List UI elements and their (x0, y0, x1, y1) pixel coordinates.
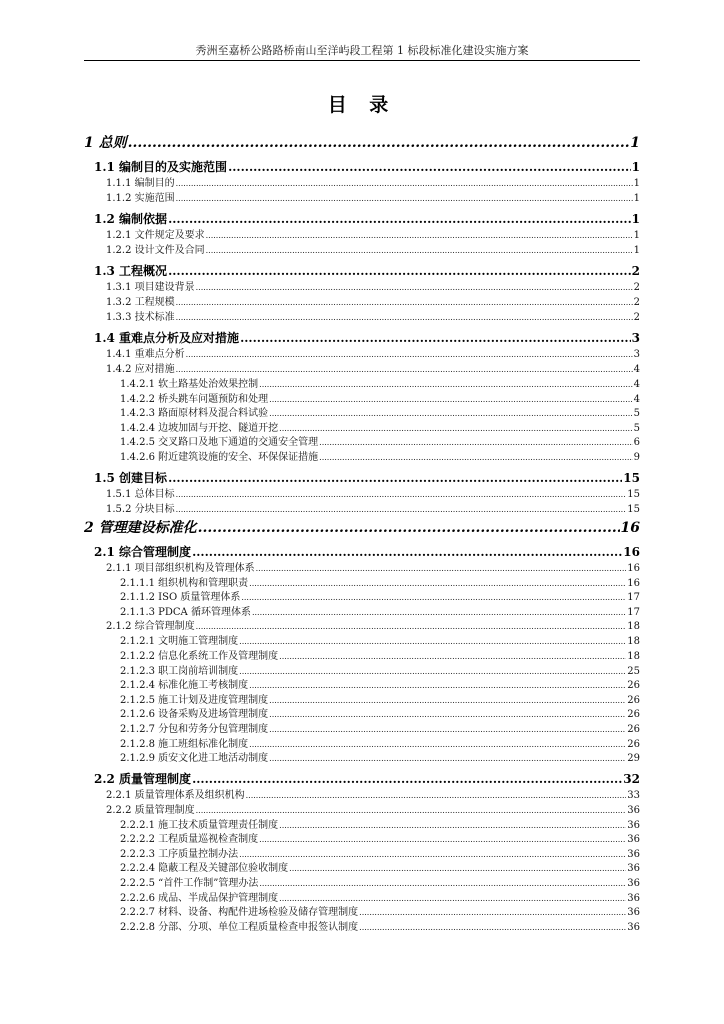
toc-entry-title: 1.5 创建目标 (94, 470, 168, 485)
toc-entry-level-3[interactable] (84, 360, 640, 375)
toc-entry-title: 2.1.2.3 职工岗前培训制度 (120, 665, 239, 677)
dot-leader (196, 283, 633, 292)
toc-entry-title: 2.2 质量管理制度 (94, 771, 192, 786)
dot-leader (176, 298, 633, 307)
dot-leader (256, 564, 627, 573)
toc-entry-level-4[interactable] (84, 720, 640, 735)
dot-leader (196, 622, 627, 631)
toc-entry-title: 1.3.3 技术标准 (106, 312, 175, 323)
toc-entry-page: 5 (633, 408, 640, 420)
toc-entry-title: 2.1.2 综合管理制度 (106, 621, 195, 633)
toc-entry-title: 1.4 重难点分析及应对措施 (94, 331, 240, 345)
dot-leader (128, 135, 630, 151)
dot-leader (319, 453, 632, 462)
toc-entry-level-4[interactable] (84, 588, 640, 603)
dot-leader (289, 864, 626, 873)
dot-leader (279, 424, 632, 433)
toc-entry-level-2[interactable] (84, 469, 640, 485)
toc-entry-page: 2 (633, 282, 640, 293)
toc-entry-page: 36 (627, 848, 640, 860)
toc-entry-page: 9 (633, 451, 640, 463)
toc-entry-page: 1 (630, 135, 640, 151)
toc-entry-level-3[interactable] (84, 278, 640, 293)
toc-entry-level-3[interactable] (84, 174, 640, 189)
toc-entry-title: 1.1.1 编制目的 (106, 178, 175, 189)
toc-entry-page: 4 (633, 379, 640, 390)
toc-entry-title: 1.2 编制依据 (94, 212, 168, 226)
toc-entry-level-4[interactable] (84, 735, 640, 750)
toc-entry-page: 36 (627, 892, 640, 904)
toc-title: 目 录 (327, 94, 397, 116)
toc-entry-title: 2.2.2.1 施工技术质量管理责任制度 (120, 819, 279, 831)
toc-entry-page: 17 (627, 606, 640, 618)
toc-entry-title: 1.4.2.5 交叉路口及地下通道的交通安全管理 (120, 437, 319, 449)
toc-entry-page: 2 (631, 264, 640, 278)
dot-leader (249, 579, 626, 588)
toc-entry-page: 36 (627, 819, 640, 831)
toc-entry-title: 1.4.2.3 路面原材料及混合料试验 (120, 408, 269, 420)
dot-leader (239, 850, 626, 859)
dot-leader (249, 740, 626, 749)
dot-leader (252, 608, 626, 617)
dot-leader (176, 490, 627, 499)
toc-entry-page: 1 (633, 178, 640, 189)
toc-entry-level-4[interactable] (84, 918, 640, 933)
toc-entry-title: 1.5.1 总体目标 (106, 488, 175, 500)
toc-entry-title: 2 管理建设标准化 (84, 519, 197, 536)
dot-leader (246, 791, 627, 800)
dot-leader (198, 520, 620, 536)
toc-entry-level-4[interactable] (84, 448, 640, 463)
toc-entry-page: 26 (627, 680, 640, 692)
toc-entry-page: 5 (633, 422, 640, 434)
toc-entry-page: 36 (627, 878, 640, 890)
dot-leader (239, 637, 626, 646)
toc-entry-page: 3 (631, 331, 640, 345)
toc-entry-title: 1.5.2 分块目标 (106, 503, 175, 515)
toc-entry-page: 18 (627, 621, 640, 633)
toc-entry-level-4[interactable] (84, 845, 640, 860)
dot-leader (192, 545, 622, 559)
toc-entry-title: 2.1.1.3 PDCA 循环管理体系 (120, 606, 251, 618)
dot-leader (206, 246, 633, 255)
toc-entry-level-4[interactable] (84, 676, 640, 691)
toc-entry-level-3[interactable] (84, 617, 640, 632)
toc-entry-level-4[interactable] (84, 433, 640, 448)
toc-entry-level-2[interactable] (84, 543, 640, 559)
dot-leader (196, 806, 627, 815)
toc-entry-title: 2.1.1.2 ISO 质量管理体系 (120, 592, 241, 604)
toc-entry-page: 4 (633, 364, 640, 375)
header-rule (84, 60, 640, 61)
dot-leader (269, 696, 626, 705)
toc-entry-page: 25 (627, 665, 640, 677)
toc-entry-page: 1 (633, 193, 640, 204)
toc-entry-page: 26 (627, 738, 640, 750)
toc-entry-level-2[interactable] (84, 770, 640, 786)
toc-entry-title: 2.2.2.7 材料、设备、构配件进场检验及储存管理制度 (120, 907, 359, 919)
dot-leader (259, 835, 626, 844)
toc-entry-level-3[interactable] (84, 241, 640, 256)
toc-entry-level-4[interactable] (84, 390, 640, 405)
toc-entry-title: 2.1.2.1 文明施工管理制度 (120, 636, 239, 648)
dot-leader (168, 471, 622, 485)
dot-leader (269, 710, 626, 719)
toc-entry-level-3[interactable] (84, 189, 640, 204)
toc-entry-level-4[interactable] (84, 375, 640, 390)
dot-leader (319, 438, 632, 447)
toc-entry-page: 15 (623, 470, 640, 485)
toc-entry-page: 1 (631, 160, 640, 174)
toc-entry-page: 36 (627, 921, 640, 933)
toc-entry-title: 1.3 工程概况 (94, 264, 168, 278)
toc-entry-title: 1.2.2 设计文件及合同 (106, 245, 205, 256)
toc-entry-page: 16 (623, 544, 640, 559)
dot-leader (259, 380, 632, 389)
toc-entry-level-2[interactable] (84, 158, 640, 174)
dot-leader (269, 409, 632, 418)
dot-leader (259, 879, 626, 888)
toc-entry-page: 18 (627, 650, 640, 662)
toc-entry-title: 2.1.2.5 施工计划及进度管理制度 (120, 694, 269, 706)
toc-entry-level-4[interactable] (84, 903, 640, 918)
toc-entry-title: 2.1.2.8 施工班组标准化制度 (120, 738, 249, 750)
toc-entry-page: 16 (627, 577, 640, 589)
toc-entry-page: 17 (627, 592, 640, 604)
toc-entry-level-3[interactable] (84, 559, 640, 574)
toc-entry-level-4[interactable] (84, 816, 640, 831)
toc-entry-title: 1.3.1 项目建设背景 (106, 282, 195, 293)
toc-entry-level-1[interactable] (84, 517, 640, 537)
dot-leader (279, 894, 626, 903)
toc-entry-title: 2.1.2.9 质安文化进工地活动制度 (120, 753, 269, 765)
dot-leader (206, 231, 633, 240)
toc-entry-page: 6 (633, 437, 640, 449)
toc-entry-title: 1.4.2 应对措施 (106, 364, 175, 375)
dot-leader (176, 194, 633, 203)
toc-entry-title: 1.2.1 文件规定及要求 (106, 230, 205, 241)
toc-entry-title: 1.1 编制目的及实施范围 (94, 160, 228, 174)
toc-entry-title: 2.1.2.6 设备采购及进场管理制度 (120, 709, 269, 721)
toc-entry-page: 29 (627, 753, 640, 765)
toc-entry-level-3[interactable] (84, 345, 640, 360)
toc-entry-level-2[interactable] (84, 329, 640, 345)
toc-entry-page: 32 (623, 771, 640, 786)
toc-entry-level-2[interactable] (84, 210, 640, 226)
toc-entry-page: 36 (627, 863, 640, 875)
toc-entry-title: 2.1.1 项目部组织机构及管理体系 (106, 562, 255, 574)
toc-entry-page: 2 (633, 312, 640, 323)
toc-entry-title: 2.2.2.4 隐蔽工程及关键部位验收制度 (120, 863, 289, 875)
toc-entry-title: 2.2.2.2 工程质量巡视检查制度 (120, 834, 259, 846)
toc-entry-level-4[interactable] (84, 705, 640, 720)
toc-entry-level-4[interactable] (84, 632, 640, 647)
toc-entry-level-4[interactable] (84, 574, 640, 589)
running-header: 秀洲至嘉桥公路路桥南山至洋屿段工程第 1 标段标准化建设实施方案 (195, 44, 529, 57)
toc-entry-title: 1.4.2.6 附近建筑设施的安全、环保保证措施 (120, 451, 319, 463)
dot-leader (168, 264, 631, 278)
dot-leader (269, 395, 632, 404)
toc-entry-level-3[interactable] (84, 500, 640, 515)
toc-entry-page: 15 (627, 488, 640, 500)
dot-leader (359, 923, 626, 932)
toc-entry-page: 4 (633, 393, 640, 405)
dot-leader (249, 681, 626, 690)
toc-entry-page: 1 (633, 230, 640, 241)
toc-entry-title: 2.2.2 质量管理制度 (106, 804, 195, 816)
toc-entry-title: 1.4.2.4 边坡加固与开挖、隧道开挖 (120, 422, 279, 434)
toc-entry-page: 36 (627, 907, 640, 919)
toc-entry-title: 1.4.2.1 软土路基处治效果控制 (120, 379, 259, 390)
toc-entry-page: 15 (627, 503, 640, 515)
toc-entry-page: 2 (633, 297, 640, 308)
toc-entry-level-4[interactable] (84, 749, 640, 764)
toc-entry-level-4[interactable] (84, 662, 640, 677)
toc-entry-level-3[interactable] (84, 801, 640, 816)
toc-entry-page: 1 (631, 212, 640, 226)
toc-entry-title: 2.1 综合管理制度 (94, 544, 192, 559)
toc-entry-level-4[interactable] (84, 859, 640, 874)
toc-entry-level-3[interactable] (84, 226, 640, 241)
toc-entry-title: 1.3.2 工程规模 (106, 297, 175, 308)
toc-entry-title: 2.1.2.2 信息化系统工作及管理制度 (120, 650, 279, 662)
dot-leader (279, 652, 626, 661)
toc-entry-page: 36 (627, 804, 640, 816)
dot-leader (241, 593, 626, 602)
toc-entry-level-4[interactable] (84, 874, 640, 889)
toc-entry-level-1[interactable] (84, 132, 640, 152)
toc-entry-page: 16 (620, 519, 640, 536)
toc-entry-page: 1 (633, 245, 640, 256)
toc-entry-level-3[interactable] (84, 786, 640, 801)
dot-leader (176, 313, 633, 322)
dot-leader (186, 350, 633, 359)
toc-entry-level-4[interactable] (84, 404, 640, 419)
toc-entry-title: 1.4.1 重难点分析 (106, 349, 185, 360)
toc-entry-level-2[interactable] (84, 262, 640, 278)
toc-entry-page: 26 (627, 694, 640, 706)
toc-entry-level-4[interactable] (84, 691, 640, 706)
toc-entry-title: 2.1.2.7 分包和劳务分包管理制度 (120, 723, 269, 735)
toc-entry-page: 16 (627, 562, 640, 574)
dot-leader (240, 331, 631, 345)
toc-entry-title: 1 总则 (84, 135, 127, 151)
toc-entry-level-4[interactable] (84, 647, 640, 662)
toc-entry-page: 18 (627, 636, 640, 648)
dot-leader (176, 505, 627, 514)
dot-leader (359, 908, 626, 917)
toc-entry-level-3[interactable] (84, 308, 640, 323)
dot-leader (192, 772, 622, 786)
toc-entry-title: 2.2.2.8 分部、分项、单位工程质量检查申报签认制度 (120, 921, 359, 933)
dot-leader (168, 212, 631, 226)
toc-entry-page: 33 (627, 789, 640, 801)
toc-entry-title: 2.2.2.6 成品、半成品保护管理制度 (120, 892, 279, 904)
toc-entry-level-4[interactable] (84, 419, 640, 434)
toc-entry-title: 1.4.2.2 桥头跳车问题预防和处理 (120, 393, 269, 405)
toc-entry-level-4[interactable] (84, 603, 640, 618)
toc-entry-page: 26 (627, 723, 640, 735)
toc-entry-title: 2.2.2.5 “首件工作制”管理办法 (120, 878, 259, 890)
toc-entry-title: 1.1.2 实施范围 (106, 193, 175, 204)
dot-leader (228, 160, 631, 174)
dot-leader (279, 821, 626, 830)
toc-entry-title: 2.1.2.4 标准化施工考核制度 (120, 680, 249, 692)
table-of-contents (84, 130, 640, 932)
toc-entry-page: 26 (627, 709, 640, 721)
toc-entry-level-3[interactable] (84, 293, 640, 308)
dot-leader (176, 365, 633, 374)
dot-leader (176, 179, 633, 188)
dot-leader (269, 725, 626, 734)
toc-entry-level-3[interactable] (84, 485, 640, 500)
toc-entry-level-4[interactable] (84, 889, 640, 904)
toc-entry-page: 36 (627, 834, 640, 846)
toc-entry-title: 2.2.1 质量管理体系及组织机构 (106, 789, 245, 801)
dot-leader (239, 667, 626, 676)
toc-entry-page: 3 (633, 349, 640, 360)
toc-entry-title: 2.2.2.3 工序质量控制办法 (120, 848, 239, 860)
toc-entry-level-4[interactable] (84, 830, 640, 845)
toc-entry-title: 2.1.1.1 组织机构和管理职责 (120, 577, 249, 589)
dot-leader (269, 754, 626, 763)
